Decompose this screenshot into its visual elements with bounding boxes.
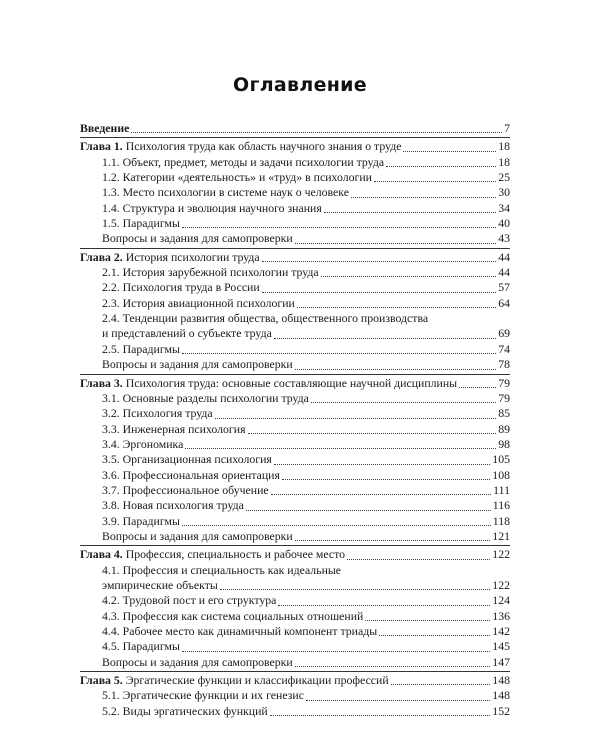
toc-page-number: 105 <box>492 452 510 467</box>
toc-page-number: 74 <box>498 341 510 356</box>
toc-entry[interactable] <box>80 437 510 452</box>
leader-dots <box>379 634 490 636</box>
toc-entry[interactable] <box>80 483 510 498</box>
toc-entry-label: 1.5. Парадигмы <box>102 216 180 231</box>
toc-page-number: 148 <box>492 673 510 688</box>
chapter-title: Профессия, специальность и рабочее место <box>125 547 346 562</box>
chapter-title: История психологии труда <box>125 249 260 264</box>
leader-dots <box>131 131 502 133</box>
toc-chapter-label <box>80 673 389 688</box>
toc-entry-label: 1.2. Категории «деятельность» и «труд» в психологии <box>102 170 372 185</box>
toc-entry-label: 2.5. Парадигмы <box>102 341 180 356</box>
toc-entry[interactable] <box>80 170 510 185</box>
toc-chapter-label <box>80 139 401 154</box>
leader-dots <box>274 463 490 465</box>
toc-entry[interactable] <box>80 201 510 216</box>
toc-entry-label: 1.1. Объект, предмет, методы и задачи психологии труда <box>102 154 385 169</box>
toc-entry[interactable] <box>80 704 510 719</box>
toc-page-number: 18 <box>498 139 510 154</box>
leader-dots <box>262 260 497 262</box>
chapter-title: Эргатические функции и классификации профессий <box>125 673 389 688</box>
toc-chapter[interactable] <box>80 250 510 265</box>
toc-entry-label: 3.5. Организационная психология <box>102 452 272 467</box>
toc-page-number: 69 <box>498 326 510 341</box>
leader-dots <box>295 539 491 541</box>
toc-entry-label: 2.4. Тенденции развития общества, общественного производства <box>102 311 429 326</box>
toc-page-number: 142 <box>492 624 510 638</box>
leader-dots <box>246 509 491 511</box>
toc-page-number: 122 <box>492 577 510 592</box>
toc-entry-label: 2.1. История зарубежной психологии труда <box>102 265 319 280</box>
toc-entry[interactable] <box>80 529 510 544</box>
toc-entry-label-continued: эмпирические объекты <box>102 577 218 592</box>
toc-entry[interactable] <box>80 406 510 421</box>
toc-page-number: 145 <box>492 639 510 654</box>
leader-dots <box>248 432 497 434</box>
toc-page-number: 7 <box>504 121 510 135</box>
toc-page-number: 121 <box>492 528 510 543</box>
toc-page-number: 30 <box>498 185 510 200</box>
toc-entry[interactable] <box>80 231 510 246</box>
toc-chapter-label <box>80 376 457 391</box>
toc-entry[interactable] <box>80 609 510 624</box>
toc-entry-label: 4.4. Рабочее место как динамичный компонент триады <box>102 624 378 638</box>
leader-dots <box>274 337 496 339</box>
toc-entry-label: 4.2. Трудовой пост и его структура <box>102 593 277 608</box>
toc-entry-label: 5.2. Виды эргатических функций <box>102 703 268 718</box>
section-divider <box>80 248 510 249</box>
toc-page-number: 34 <box>498 200 510 215</box>
toc-entry-label: 2.2. Психология труда в России <box>102 280 260 295</box>
leader-dots <box>262 291 497 293</box>
leader-dots <box>215 417 497 419</box>
toc-entry[interactable] <box>80 514 510 529</box>
toc-entry[interactable] <box>80 688 510 703</box>
section-divider <box>80 374 510 375</box>
leader-dots <box>185 447 496 449</box>
leader-dots <box>321 275 497 277</box>
toc-page-number: 116 <box>492 498 510 513</box>
toc-entry-line[interactable] <box>80 311 510 326</box>
toc-entry[interactable] <box>80 326 510 341</box>
toc-entry-label: 2.3. История авиационной психологии <box>102 295 295 310</box>
toc-chapter[interactable] <box>80 673 510 688</box>
toc-intro-label <box>80 121 129 136</box>
section-divider <box>80 671 510 672</box>
toc-entry[interactable] <box>80 422 510 437</box>
toc-entry[interactable] <box>80 624 510 639</box>
toc-page-number: 136 <box>492 608 510 623</box>
toc-intro[interactable] <box>80 121 510 136</box>
chapter-number: Глава 5. <box>80 673 123 688</box>
toc-entry[interactable] <box>80 593 510 608</box>
toc-entry-label: 3.7. Профессиональное обучение <box>102 482 269 497</box>
leader-dots <box>459 386 496 388</box>
toc-entry-label: 1.3. Место психологии в системе наук о человеке <box>102 185 349 200</box>
leader-dots <box>386 165 496 167</box>
toc-entry[interactable] <box>80 296 510 311</box>
toc-page-number: 79 <box>498 375 510 390</box>
toc-entry[interactable] <box>80 357 510 372</box>
toc-entry[interactable] <box>80 452 510 467</box>
toc-entry[interactable] <box>80 639 510 654</box>
toc-entry-label: 4.3. Профессия как система социальных отношений <box>102 608 364 623</box>
toc-chapter-label <box>80 250 260 265</box>
toc-page-number: 108 <box>492 467 510 482</box>
toc-page-number: 43 <box>498 231 510 246</box>
leader-dots <box>351 196 496 198</box>
toc-page-number: 111 <box>493 482 510 497</box>
toc-entry[interactable] <box>80 391 510 406</box>
leader-dots <box>278 604 490 606</box>
chapter-number: Глава 3. <box>80 375 123 390</box>
leader-dots <box>324 211 496 213</box>
toc-page-number: 148 <box>492 688 510 703</box>
toc-entry-label: Вопросы и задания для самопроверки <box>102 357 293 372</box>
toc-chapter[interactable] <box>80 547 510 562</box>
intro-title: Введение <box>80 121 130 135</box>
toc-entry-label: 3.6. Профессиональная ориентация <box>102 467 280 482</box>
toc-page-number: 122 <box>492 547 510 562</box>
toc-entry-label: 3.2. Психология труда <box>102 406 213 421</box>
toc-page-number: 152 <box>492 703 510 718</box>
toc-entry[interactable] <box>80 280 510 295</box>
leader-dots <box>295 368 496 370</box>
toc-entry[interactable] <box>80 155 510 170</box>
leader-dots <box>270 714 491 716</box>
leader-dots <box>182 650 490 652</box>
leader-dots <box>365 619 490 621</box>
leader-dots <box>220 588 491 590</box>
leader-dots <box>403 150 496 152</box>
toc-entry[interactable] <box>80 185 510 200</box>
section-divider <box>80 137 510 138</box>
leader-dots <box>271 493 492 495</box>
leader-dots <box>182 226 496 228</box>
toc-entry-label: 4.1. Профессия и специальность как идеальные <box>102 562 342 577</box>
toc-page-number: 147 <box>492 654 510 669</box>
leader-dots <box>374 180 496 182</box>
toc-entry[interactable] <box>80 216 510 231</box>
chapter-number: Глава 2. <box>80 249 123 264</box>
toc-page-number: 64 <box>498 295 510 310</box>
toc-chapter-label <box>80 547 345 562</box>
toc-entry[interactable] <box>80 265 510 280</box>
leader-dots <box>297 306 496 308</box>
toc-page-number: 57 <box>498 280 510 295</box>
toc-page-number: 98 <box>498 436 510 451</box>
toc-entry-label: 3.1. Основные разделы психологии труда <box>102 390 309 405</box>
leader-dots <box>347 558 490 560</box>
toc-page-number: 18 <box>498 154 510 169</box>
chapter-title: Психология труда как область научного знания о труде <box>125 139 402 154</box>
toc-page-number: 85 <box>498 406 510 421</box>
toc-entry-label: Вопросы и задания для самопроверки <box>102 654 293 669</box>
toc-entry-label: 5.1. Эргатические функции и их генезис <box>102 688 304 703</box>
leader-dots <box>295 665 491 667</box>
toc-entry[interactable] <box>80 468 510 483</box>
toc-page-number: 118 <box>492 513 510 528</box>
toc-entry-label: Вопросы и задания для самопроверки <box>102 231 293 246</box>
chapter-title: Психология труда: основные составляющие научной дисциплины <box>125 375 458 390</box>
toc-entry[interactable] <box>80 578 510 593</box>
toc-entry-label-continued: и представлений о субъекте труда <box>102 326 272 341</box>
toc-page-number: 124 <box>492 593 510 608</box>
toc-entry-label: 3.4. Эргономика <box>102 436 184 451</box>
toc-entry[interactable] <box>80 655 510 670</box>
toc-page-number: 89 <box>498 421 510 436</box>
toc-entry[interactable] <box>80 498 510 513</box>
toc-entry[interactable] <box>80 342 510 357</box>
leader-dots <box>311 401 496 403</box>
leader-dots <box>182 352 496 354</box>
leader-dots <box>295 242 496 244</box>
toc-entry-label: 3.8. Новая психология труда <box>102 498 244 513</box>
toc-page-number: 40 <box>498 216 510 231</box>
leader-dots <box>182 524 491 526</box>
toc-entry-label: 3.3. Инженерная психология <box>102 421 246 436</box>
chapter-number: Глава 4. <box>80 547 123 562</box>
table-of-contents <box>80 121 510 719</box>
leader-dots <box>306 699 490 701</box>
toc-page-number: 79 <box>498 390 510 405</box>
toc-page-number: 25 <box>498 170 510 185</box>
toc-page-number: 44 <box>498 249 510 264</box>
toc-chapter[interactable] <box>80 376 510 391</box>
chapter-number: Глава 1. <box>80 139 123 154</box>
section-divider <box>80 545 510 546</box>
toc-page-number: 44 <box>498 265 510 280</box>
toc-entry-label: 3.9. Парадигмы <box>102 513 180 528</box>
toc-entry-label: Вопросы и задания для самопроверки <box>102 528 293 543</box>
leader-dots <box>282 478 490 480</box>
toc-page-number: 78 <box>498 357 510 372</box>
toc-entry-line[interactable] <box>80 563 510 578</box>
toc-entry-label: 1.4. Структура и эволюция научного знания <box>102 200 322 215</box>
page-title: Оглавление <box>233 74 367 96</box>
leader-dots <box>391 683 491 685</box>
toc-chapter[interactable] <box>80 139 510 154</box>
toc-entry-label: 4.5. Парадигмы <box>102 639 180 654</box>
